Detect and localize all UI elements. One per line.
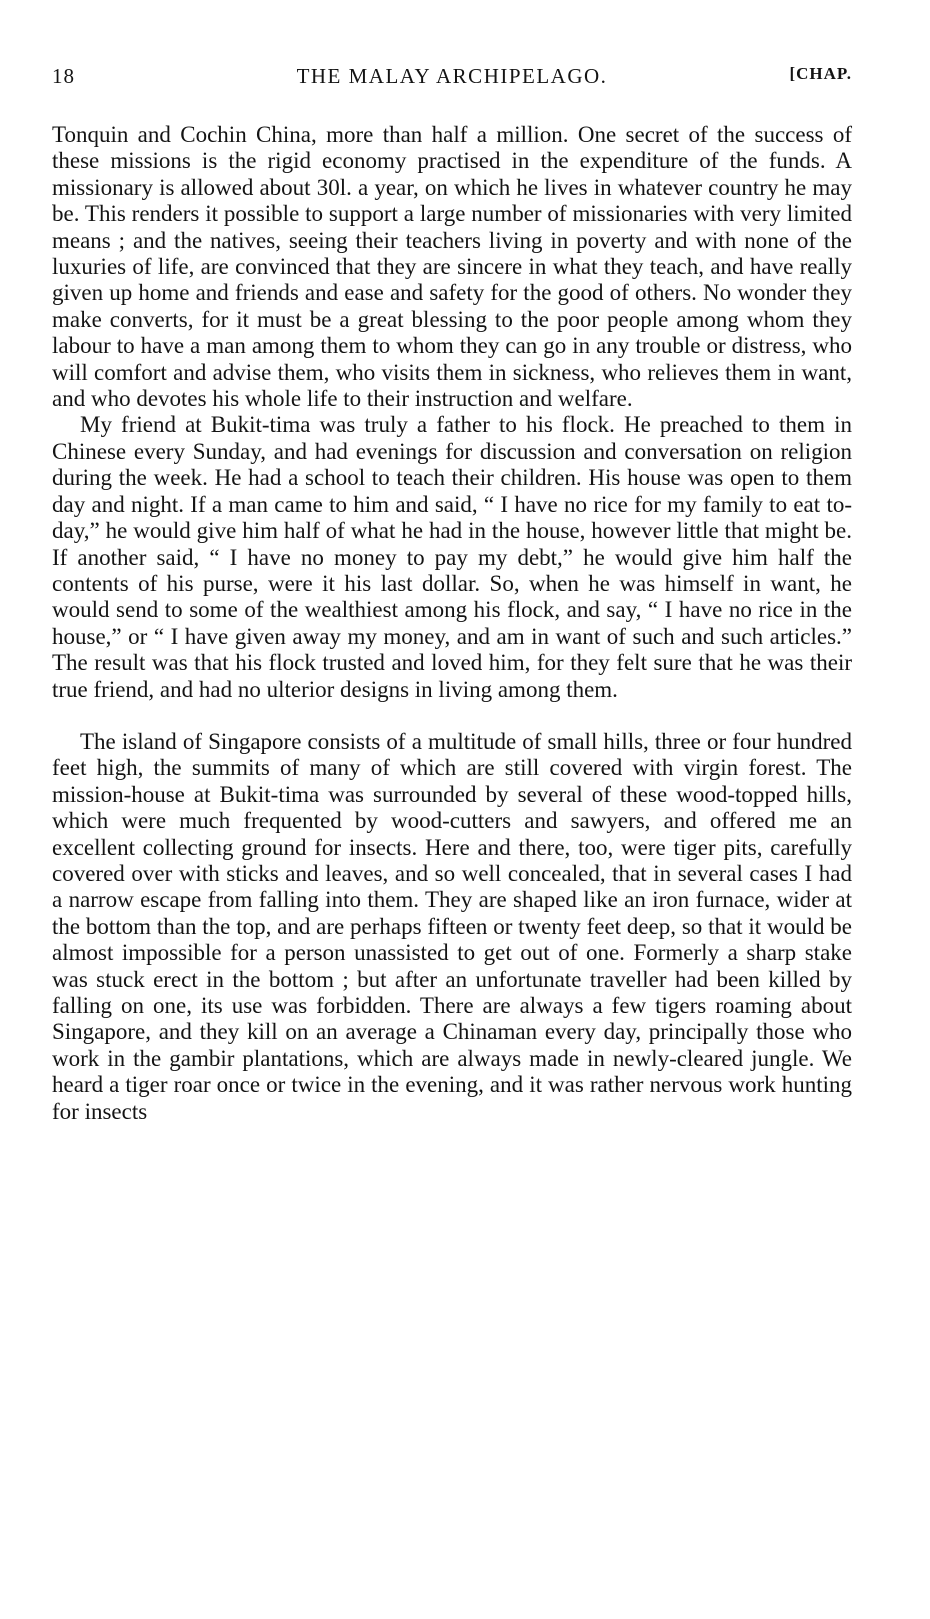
paragraph-missionary-friend: My friend at Bukit-tima was truly a father to his flock. He preached to them in Chinese every Sunday, and had evenings for discussion and conversation on religion during the week. He had a school to teach their children. His house was open to them day and night. If a man came to him and said, “ I have no rice for my family to eat to-day,” he would give him half of what he had in the house, however little that might be. If another said, “ I have no money to pay my debt,” he would give him half the contents of his purse, were it his last dollar. So, when he was himself in want, he would send to some of the wealthiest among his flock, and say, “ I have no rice in the house,” or “ I have given away my money, and am in want of such and such articles.” The result was that his flock trusted and loved him, for they felt sure that he was their true friend, and had no ulterior designs in living among them. <box>52 412 852 702</box>
page-header <box>52 64 852 94</box>
paragraph-singapore-island: The island of Singapore consists of a multitude of small hills, three or four hundred feet high, the summits of many of which are still covered with virgin forest. The mission-house at Bukit-tima was surrounded by several of these wood-topped hills, which were much frequented by wood-cutters and sawyers, and offered me an excellent collecting ground for insects. Here and there, too, were tiger pits, carefully covered over with sticks and leaves, and so well concealed, that in several cases I had a narrow escape from falling into them. They are shaped like an iron furnace, wider at the bottom than the top, and are perhaps fifteen or twenty feet deep, so that it would be almost impossible for a person unassisted to get out of one. Formerly a sharp stake was stuck erect in the bottom ; but after an unfortunate traveller had been killed by falling on one, its use was forbidden. There are always a few tigers roaming about Singapore, and they kill on an average a Chinaman every day, principally those who work in the gambir plantations, which are always made in newly-cleared jungle. We heard a tiger roar once or twice in the evening, and it was rather nervous work hunting for insects <box>52 728 852 1124</box>
body-text <box>52 122 852 1125</box>
page-number: 18 <box>52 64 75 88</box>
running-title: THE MALAY ARCHIPELAGO. <box>296 64 608 88</box>
chapter-mark: [CHAP. <box>789 64 852 83</box>
paragraph-continuation: Tonquin and Cochin China, more than half a million. One secret of the success of these missions is the rigid economy practised in the expenditure of the funds. A missionary is allowed about 30l. a year, on which he lives in whatever country he may be. This renders it possible to support a large number of missionaries with very limited means ; and the natives, seeing their teachers living in poverty and with none of the luxuries of life, are convinced that they are sincere in what they teach, and have really given up home and friends and ease and safety for the good of others. No wonder they make converts, for it must be a great blessing to the poor people among whom they labour to have a man among them to whom they can go in any trouble or distress, who will comfort and advise them, who visits them in sickness, who relieves them in want, and who devotes his whole life to their instruction and welfare. <box>52 122 852 412</box>
